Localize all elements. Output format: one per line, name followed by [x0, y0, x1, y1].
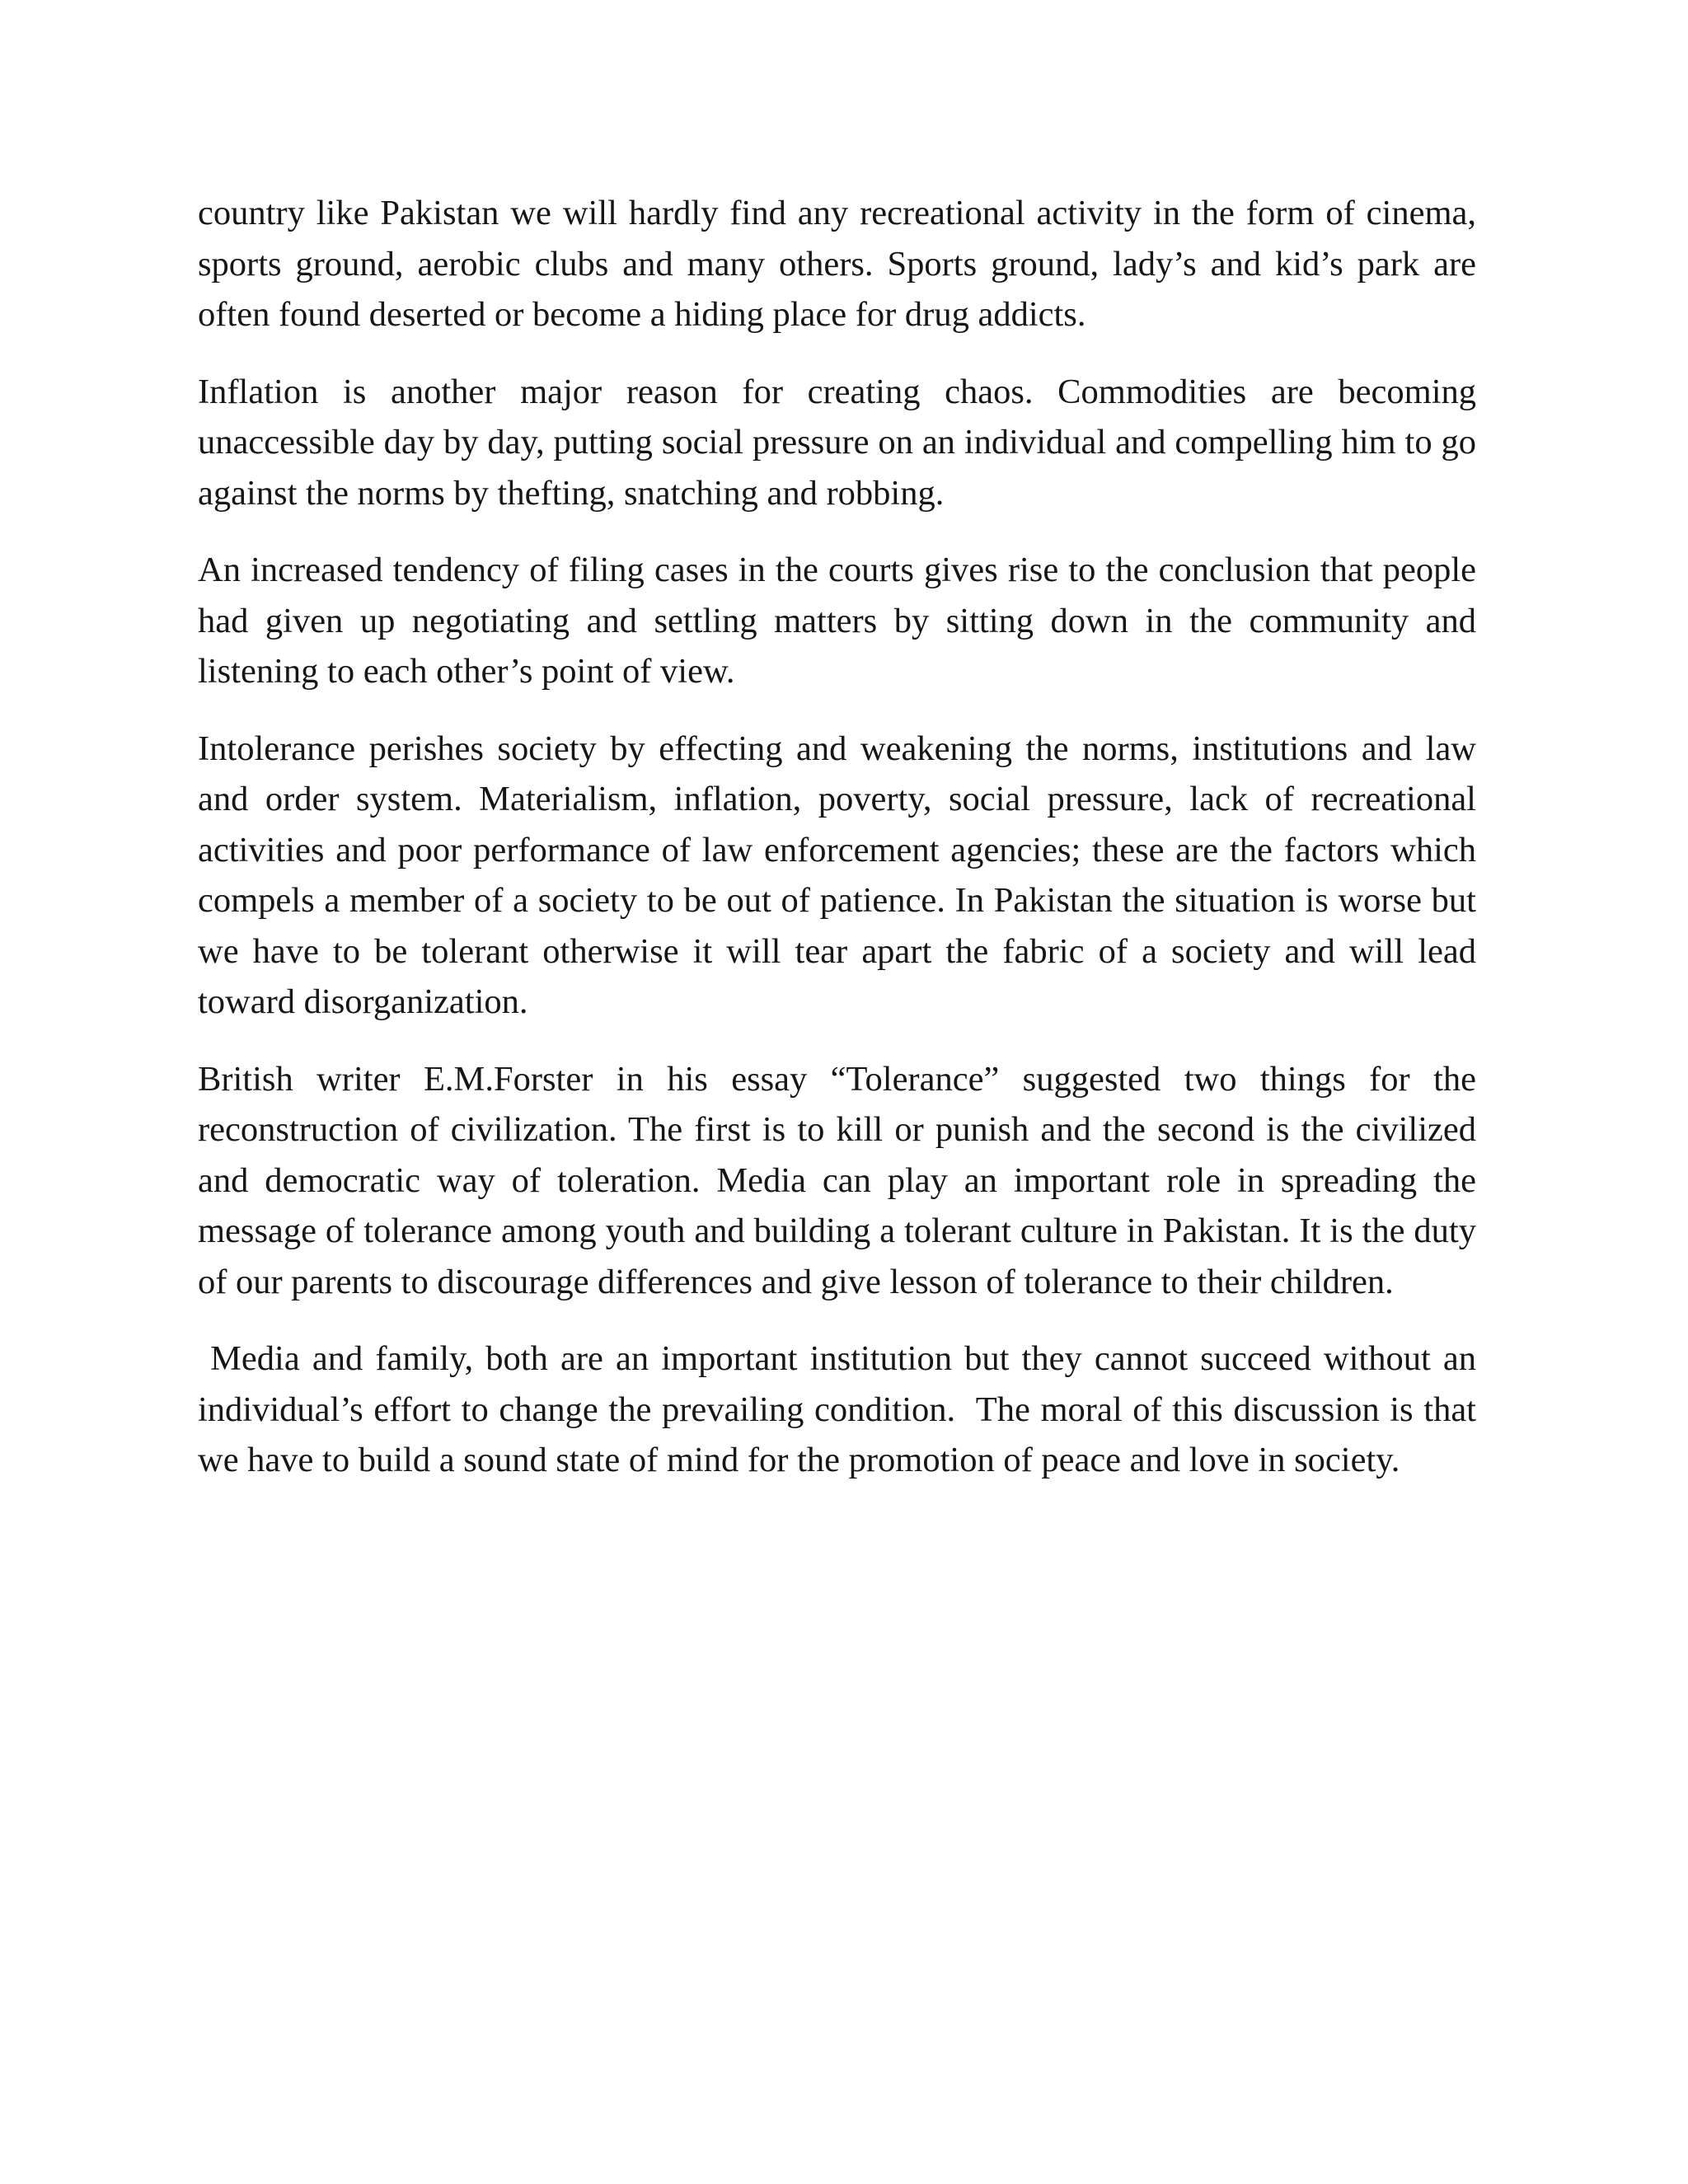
paragraph-intolerance: Intolerance perishes society by effecting and weakening the norms, institutions and law and order system. Materialism, inflation, poverty, social pressure, lack of recreational activities and poor performance of law enforcement agencies; these are the factors which compels a member of a society to be out of patience. In Pakistan the situation is worse but we have to be tolerant otherwise it will tear apart the fabric of a society and will lead toward disorganization. [198, 729, 1476, 1021]
paragraph-inflation: Inflation is another major reason for creating chaos. Commodities are becoming unaccessible day by day, putting social pressure on an individual and compelling him to go against the norms by thefting, snatching and robbing. [198, 372, 1476, 513]
paragraph-recreation: country like Pakistan we will hardly find any recreational activity in the form of cinema, sports ground, aerobic clubs and many others. Sports ground, lady’s and kid’s park are often found deserted or become a hiding place for drug addicts. [198, 194, 1476, 334]
document-body [198, 188, 1485, 1512]
paragraph-conclusion: Media and family, both are an important institution but they cannot succeed without an individual’s effort to change the prevailing condition. The moral of this discussion is that we have to build a sound state of mind for the promotion of peace and love in society. [198, 1339, 1485, 1479]
paragraph-courts: An increased tendency of filing cases in the courts gives rise to the conclusion that people had given up negotiating and settling matters by sitting down in the community and listening to each other’s point of view. [198, 551, 1476, 691]
paragraph-forster: British writer E.M.Forster in his essay “Tolerance” suggested two things for the reconstruction of civilization. The first is to kill or punish and the second is the civilized and democratic way of toleration. Media can play an important role in spreading the message of tolerance among youth and building a tolerant culture in Pakistan. It is the duty of our parents to discourage differences and give lesson of tolerance to their children. [198, 1059, 1476, 1301]
